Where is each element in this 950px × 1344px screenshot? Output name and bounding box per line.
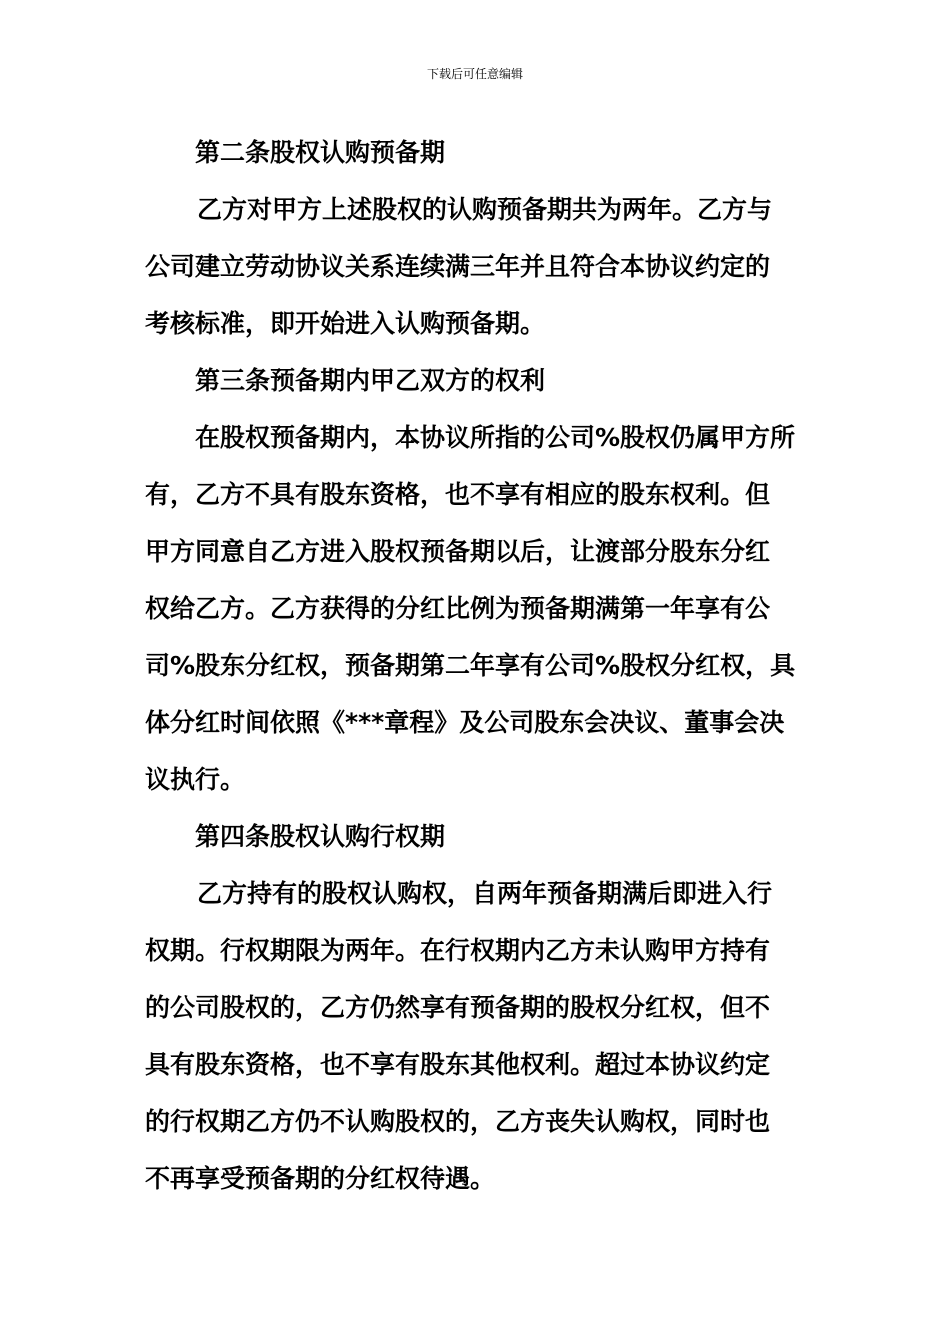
text-line: 乙方持有的股权认购权，自两年预备期满后即进入行 — [197, 879, 773, 908]
text-line: 不再享受预备期的分红权待遇。 — [145, 1164, 496, 1193]
text-line: 体分红时间依照《***章程》及公司股东会决议、董事会决 — [145, 708, 785, 737]
text-line: 的行权期乙方仍不认购股权的，乙方丧失认购权，同时也 — [145, 1107, 771, 1136]
article-3-heading: 第三条预备期内甲乙双方的权利 — [195, 366, 546, 395]
text-line: 在股权预备期内，本协议所指的公司%股权仍属甲方所 — [195, 423, 796, 452]
page-header: 下载后可任意编辑 — [426, 67, 523, 81]
text-line: 公司建立劳动协议关系连续满三年并且符合本协议约定的 — [145, 252, 771, 281]
text-line: 考核标准，即开始进入认购预备期。 — [145, 309, 546, 338]
text-line: 有，乙方不具有股东资格，也不享有相应的股东权利。但 — [145, 480, 771, 509]
text-line: 的公司股权的，乙方仍然享有预备期的股权分红权，但不 — [145, 993, 771, 1022]
text-line: 权给乙方。乙方获得的分红比例为预备期满第一年享有公 — [145, 594, 771, 623]
text-line: 司%股东分红权，预备期第二年享有公司%股权分红权，具 — [145, 651, 796, 680]
article-4-heading: 第四条股权认购行权期 — [195, 822, 446, 851]
text-line: 权期。行权期限为两年。在行权期内乙方未认购甲方持有 — [145, 936, 771, 965]
text-line: 议执行。 — [145, 765, 246, 794]
text-line: 甲方同意自乙方进入股权预备期以后，让渡部分股东分红 — [145, 537, 771, 566]
text-line: 具有股东资格，也不享有股东其他权利。超过本协议约定 — [145, 1050, 771, 1079]
text-line: 乙方对甲方上述股权的认购预备期共为两年。乙方与 — [197, 195, 773, 224]
document-body — [145, 124, 805, 1207]
article-2-heading: 第二条股权认购预备期 — [195, 138, 446, 167]
